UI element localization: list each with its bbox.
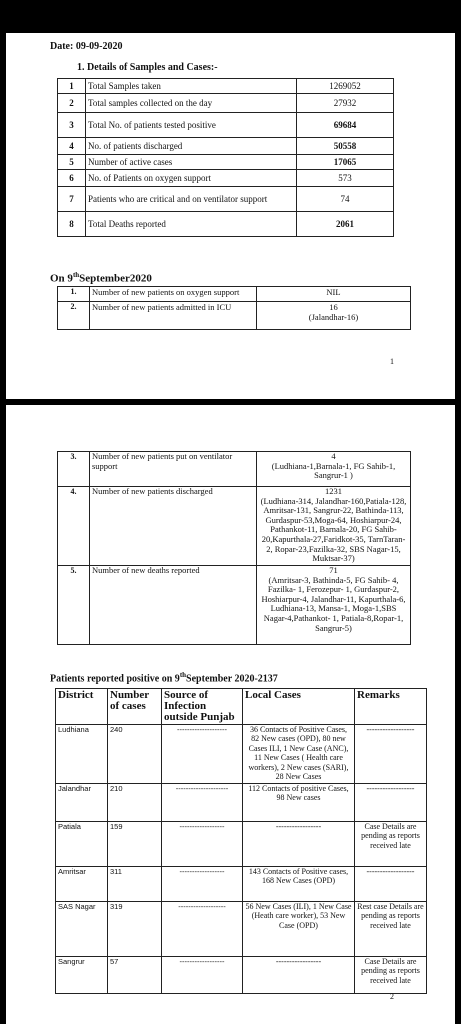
row-value: 1269052 xyxy=(297,79,394,94)
remarks: ------------------ xyxy=(355,784,427,822)
row-value: 573 xyxy=(297,170,394,187)
row-detail: (Amritsar-3, Bathinda-5, FG Sahib- 4, Fazilka- 1, Ferozepur- 1, Gurdaspur-2, Hoshiarpur-4, Jalandhar-11, Kapurthala-6, Ludhiana-13, Mansa-1, Moga-1,SBS Nagar-4,Pathankot- 1, Patiala-8,Ropar-1, Sangrur-5) xyxy=(261,574,406,633)
row-number: 3. xyxy=(58,452,90,487)
district-name: Amritsar xyxy=(56,867,108,902)
case-count: 210 xyxy=(108,784,162,822)
district-positive-table xyxy=(55,688,427,994)
new-patients-table xyxy=(57,286,411,330)
row-label: Patients who are critical and on ventilator support xyxy=(86,187,297,212)
page-number: 1 xyxy=(390,357,394,366)
table-row xyxy=(56,725,427,784)
row-value: 74 xyxy=(297,187,394,212)
infection-source: ------------------- xyxy=(162,902,243,957)
samples-cases-table xyxy=(57,78,394,237)
row-value: 69684 xyxy=(297,113,394,138)
local-cases: 143 Contacts of Positive cases, 168 New Cases (OPD) xyxy=(243,867,355,902)
page-number: 2 xyxy=(390,992,394,1001)
column-header: District xyxy=(56,689,108,725)
row-value-cell xyxy=(257,452,411,487)
positive-heading: Patients reported positive on 9thSeptember 2020-2137 xyxy=(50,671,278,685)
row-label: Total Samples taken xyxy=(86,79,297,94)
document-page-1 xyxy=(6,33,455,399)
remarks: ------------------ xyxy=(355,725,427,784)
row-number: 1 xyxy=(58,79,86,94)
local-cases: 112 Contacts of positive Cases, 98 New cases xyxy=(243,784,355,822)
table-row xyxy=(58,187,394,212)
infection-source: ------------------ xyxy=(162,822,243,867)
row-value-cell xyxy=(257,566,411,645)
row-label: No. of Patients on oxygen support xyxy=(86,170,297,187)
table-row xyxy=(58,566,411,645)
case-count: 311 xyxy=(108,867,162,902)
local-cases: ----------------- xyxy=(243,822,355,867)
row-number: 8 xyxy=(58,212,86,237)
district-name: Sangrur xyxy=(56,957,108,994)
row-value: 71 xyxy=(329,565,338,575)
row-detail: (Ludhiana-314, Jalandhar-160,Patiala-128, Amritsar-131, Sangrur-22, Bathinda-113, Gurdaspur-53,Moga-64, Hoshiarpur-24, Pathankot-11, Barnala-20, FG Sahib-20,Kapurthala-27,Faridkot-35, TarnTaran-2, Ropar-23,Fazilka-32, SBS Nagar-15, Muktsar-37) xyxy=(260,495,407,564)
row-value: 50558 xyxy=(297,138,394,155)
table-row xyxy=(58,138,394,155)
row-value-cell xyxy=(257,302,411,330)
row-number: 7 xyxy=(58,187,86,212)
infection-source: --------------------- xyxy=(162,784,243,822)
row-label: Number of new patients on oxygen support xyxy=(90,287,257,302)
row-value: 1231 xyxy=(325,486,342,496)
row-number: 4 xyxy=(58,138,86,155)
infection-source: -------------------- xyxy=(162,725,243,784)
row-number: 5 xyxy=(58,155,86,170)
row-number: 3 xyxy=(58,113,86,138)
row-label: Number of new deaths reported xyxy=(90,566,257,645)
row-number: 5. xyxy=(58,566,90,645)
table-row xyxy=(58,487,411,566)
table-row xyxy=(56,867,427,902)
section-title: 1. Details of Samples and Cases:- xyxy=(77,62,218,73)
local-cases: ----------------- xyxy=(243,957,355,994)
row-label: Total Deaths reported xyxy=(86,212,297,237)
row-value-cell xyxy=(257,487,411,566)
table-row xyxy=(56,822,427,867)
document-page-2 xyxy=(6,405,455,1024)
row-value: 2061 xyxy=(297,212,394,237)
row-detail: (Jalandhar-16) xyxy=(308,312,359,322)
case-count: 57 xyxy=(108,957,162,994)
row-label: Total samples collected on the day xyxy=(86,94,297,113)
row-number: 6 xyxy=(58,170,86,187)
table-row xyxy=(58,452,411,487)
row-value: 17065 xyxy=(297,155,394,170)
column-header: Local Cases xyxy=(243,689,355,725)
infection-source: ------------------ xyxy=(162,867,243,902)
column-header: Remarks xyxy=(355,689,427,725)
row-value: NIL xyxy=(326,287,341,297)
row-number: 1. xyxy=(58,287,90,302)
remarks: Rest case Details are pending as reports received late xyxy=(355,902,427,957)
table-row xyxy=(58,302,411,330)
table-row xyxy=(58,170,394,187)
ventilator-discharge-deaths-table xyxy=(57,451,411,645)
column-header: Number of cases xyxy=(108,689,162,725)
row-label: Number of new patients admitted in ICU xyxy=(90,302,257,330)
row-number: 4. xyxy=(58,487,90,566)
row-label: Number of new patients discharged xyxy=(90,487,257,566)
row-label: Total No. of patients tested positive xyxy=(86,113,297,138)
row-value: 4 xyxy=(331,451,336,461)
row-label: Number of active cases xyxy=(86,155,297,170)
column-header: Source of Infection outside Punjab xyxy=(162,689,243,725)
table-row xyxy=(58,94,394,113)
table-row xyxy=(58,287,411,302)
row-detail: (Ludhiana-1,Barnala-1, FG Sahib-1, Sangrur-1 ) xyxy=(271,460,396,481)
row-number: 2 xyxy=(58,94,86,113)
remarks: ------------------ xyxy=(355,867,427,902)
case-count: 240 xyxy=(108,725,162,784)
table-row xyxy=(58,113,394,138)
remarks: Case Details are pending as reports received late xyxy=(355,822,427,867)
row-label: No. of patients discharged xyxy=(86,138,297,155)
district-name: Patiala xyxy=(56,822,108,867)
table-row xyxy=(56,784,427,822)
table-row xyxy=(58,79,394,94)
table-row xyxy=(56,902,427,957)
row-number: 2. xyxy=(58,302,90,330)
local-cases: 36 Contacts of Positive Cases, 82 New cases (OPD), 80 new Cases ILI, 1 New Case (ANC), 11 New Cases ( Health care workers), 2 New cases (SARI), 28 New Cases xyxy=(243,725,355,784)
district-name: Ludhiana xyxy=(56,725,108,784)
district-name: Jalandhar xyxy=(56,784,108,822)
row-value: 16 xyxy=(329,302,338,312)
case-count: 159 xyxy=(108,822,162,867)
row-value: 27932 xyxy=(297,94,394,113)
district-name: SAS Nagar xyxy=(56,902,108,957)
row-value-cell xyxy=(257,287,411,302)
daily-heading: On 9thSeptember2020 xyxy=(50,271,152,285)
table-row xyxy=(56,957,427,994)
table-row xyxy=(58,155,394,170)
report-date: Date: 09-09-2020 xyxy=(50,41,123,52)
table-row xyxy=(58,212,394,237)
local-cases: 56 New Cases (ILI), 1 New Case (Heath care worker), 53 New Case (OPD) xyxy=(243,902,355,957)
row-label: Number of new patients put on ventilator support xyxy=(90,452,257,487)
infection-source: ------------------ xyxy=(162,957,243,994)
case-count: 319 xyxy=(108,902,162,957)
remarks: Case Details are pending as reports received late xyxy=(355,957,427,994)
